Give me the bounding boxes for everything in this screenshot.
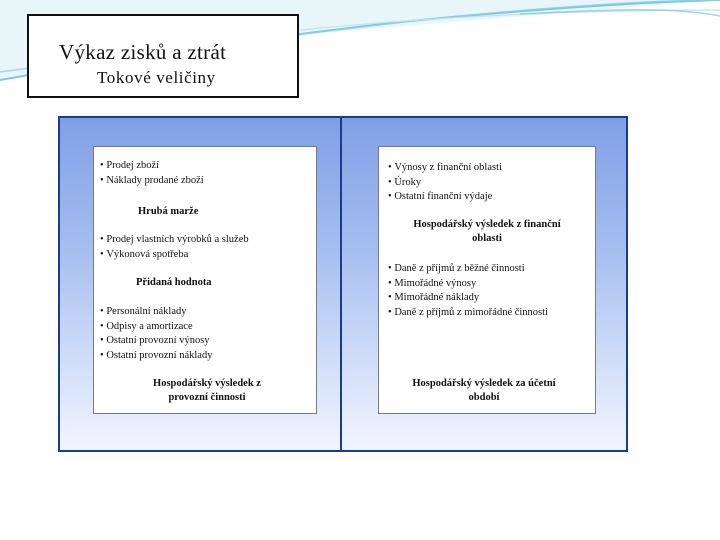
result-operating — [127, 377, 287, 405]
title-box — [27, 14, 299, 98]
list-item: • Daně z příjmů z běžné činnosti — [388, 262, 548, 277]
left-group-1 — [100, 159, 204, 188]
result-line: oblasti — [472, 233, 502, 244]
result-gross-margin: Hrubá marže — [138, 206, 199, 217]
page-subtitle: Tokové veličiny — [97, 68, 216, 87]
result-added-value: Přidaná hodnota — [136, 277, 212, 288]
right-group-2 — [388, 262, 548, 320]
list-item: • Prodej zboží — [100, 159, 204, 174]
list-item: • Úroky — [388, 176, 502, 191]
result-line: Hospodářský výsledek z — [153, 378, 261, 389]
left-group-2 — [100, 233, 249, 262]
list-item: • Ostatní finanční výdaje — [388, 190, 502, 205]
list-item: • Prodej vlastních výrobků a služeb — [100, 233, 249, 248]
panel-divider — [340, 117, 342, 451]
page-title: Výkaz zisků a ztrát — [59, 40, 227, 64]
result-line: provozní činnosti — [168, 392, 246, 403]
result-line: Hospodářský výsledek z finanční — [413, 219, 561, 230]
list-item: • Mimořádné náklady — [388, 291, 548, 306]
list-item: • Ostatní provozní náklady — [100, 349, 212, 364]
list-item: • Ostatní provozní výnosy — [100, 334, 212, 349]
right-group-1 — [388, 161, 502, 205]
result-period — [394, 377, 574, 405]
list-item: • Výkonová spotřeba — [100, 248, 249, 263]
list-item: • Odpisy a amortizace — [100, 320, 212, 335]
list-item: • Výnosy z finanční oblasti — [388, 161, 502, 176]
result-line: Hospodářský výsledek za účetní — [412, 378, 556, 389]
list-item: • Personální náklady — [100, 305, 212, 320]
result-line: období — [468, 392, 500, 403]
list-item: • Daně z příjmů z mimořádné činnosti — [388, 306, 548, 321]
list-item: • Mimořádné výnosy — [388, 277, 548, 292]
left-group-3 — [100, 305, 212, 363]
list-item: • Náklady prodané zboží — [100, 174, 204, 189]
result-financial — [394, 218, 580, 246]
